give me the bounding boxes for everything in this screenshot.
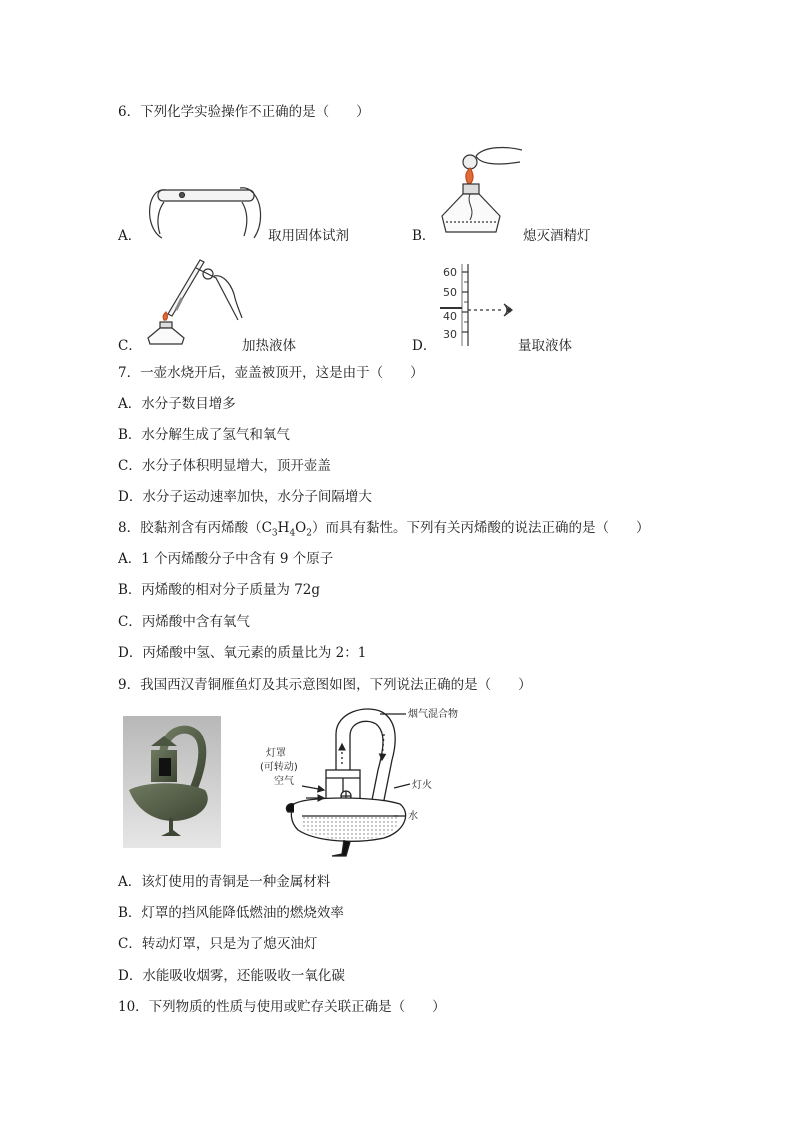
- label-lamp-shade: 灯罩: [266, 748, 286, 759]
- cylinder-tick-30: 30: [443, 328, 457, 341]
- label-water: 水: [408, 811, 418, 822]
- cylinder-tick-50: 50: [443, 286, 457, 299]
- question-6-stem: 6．下列化学实验操作不正确的是（ ）: [118, 104, 370, 120]
- q8-option-b[interactable]: B．丙烯酸的相对分子质量为 72g: [118, 582, 321, 598]
- lamp-schematic-diagram: [246, 704, 458, 860]
- question-9-stem: 9．我国西汉青铜雁鱼灯及其示意图如图，下列说法正确的是（ ）: [118, 677, 532, 693]
- q6-option-c-caption: 加热液体: [242, 338, 296, 354]
- bronze-lamp-photo: [123, 716, 221, 848]
- q6-option-b-caption: 熄灭酒精灯: [523, 228, 591, 244]
- q7-option-d[interactable]: D．水分子运动速率加快，水分子间隔增大: [118, 489, 372, 505]
- q8-option-c[interactable]: C．丙烯酸中含有氧气: [118, 614, 250, 630]
- q9-option-b[interactable]: B．灯罩的挡风能降低燃油的燃烧效率: [118, 905, 344, 921]
- question-8-stem: 8．胶黏剂含有丙烯酸$(C_3H_4O_2)$而具有黏性。下列有关丙烯酸的说法正确的是（ ）: [118, 520, 650, 539]
- label-lamp-flame: 灯火: [412, 780, 432, 791]
- q6-figure-b-extinguish-lamp: [436, 142, 524, 238]
- q8-option-a[interactable]: A．1 个丙烯酸分子中含有 9 个原子: [118, 551, 334, 567]
- question-7-stem: 7．一壶水烧开后，壶盖被顶开，这是由于（ ）: [118, 365, 424, 381]
- q6-figure-a-solid-reagent: [142, 178, 264, 240]
- q9-option-a[interactable]: A．该灯使用的青铜是一种金属材料: [118, 874, 331, 890]
- q6-option-c-letter[interactable]: C．: [118, 338, 142, 354]
- q7-option-b[interactable]: B．水分解生成了氢气和氧气: [118, 427, 290, 443]
- q7-option-c[interactable]: C．水分子体积明显增大，顶开壶盖: [118, 458, 331, 474]
- cylinder-tick-60: 60: [443, 266, 457, 279]
- label-rotatable: (可转动): [260, 762, 298, 773]
- label-air: 空气: [274, 776, 294, 787]
- q8-option-d[interactable]: D．丙烯酸中氢、氧元素的质量比为 2：1: [118, 645, 367, 661]
- q6-option-a-caption: 取用固体试剂: [268, 228, 349, 244]
- q6-option-d-caption: 量取液体: [518, 338, 572, 354]
- q6-option-d-letter[interactable]: D．: [412, 338, 437, 354]
- q7-option-a[interactable]: A．水分子数目增多: [118, 396, 236, 412]
- q9-option-d[interactable]: D．水能吸收烟雾，还能吸收一氧化碳: [118, 968, 345, 984]
- label-smoke-mixture: 烟气混合物: [408, 709, 458, 720]
- q6-figure-c-heating-liquid: [142, 254, 246, 346]
- q6-option-b-letter[interactable]: B．: [412, 228, 436, 244]
- q6-option-a-letter[interactable]: A．: [118, 228, 142, 244]
- q9-option-c[interactable]: C．转动灯罩，只是为了熄灭油灯: [118, 936, 318, 952]
- question-10-stem: 10．下列物质的性质与使用或贮存关联正确是（ ）: [118, 999, 446, 1015]
- q6-figure-d-measure-liquid: [438, 262, 522, 348]
- cylinder-tick-40: 40: [443, 310, 457, 323]
